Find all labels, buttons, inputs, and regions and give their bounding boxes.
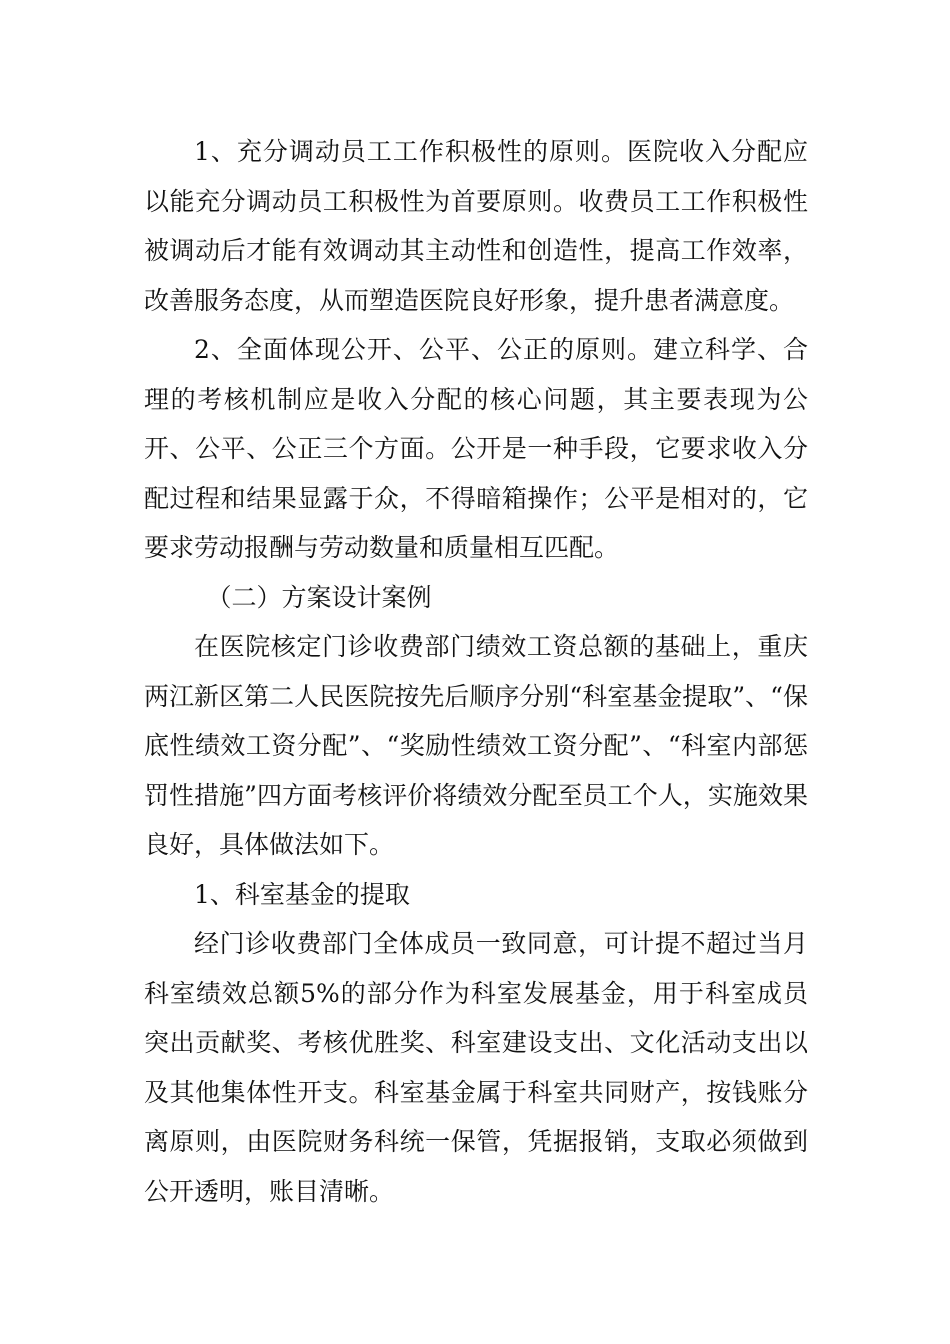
paragraph-fund-extraction: 经门诊收费部门全体成员一致同意，可计提不超过当月科室绩效总额5%的部分作为科室发展基金，用于科室成员突出贡献奖、考核优胜奖、科室建设支出、文化活动支出以及其他集体性开支。科室基金属于科室共同财产，按钱账分离原则，由医院财务科统一保管，凭据报销，支取必须做到公开透明，账目清晰。 (144, 929, 808, 1206)
section-heading-case-design: （二）方案设计案例 (206, 582, 432, 612)
subheading-fund-extraction: 1、科室基金的提取 (194, 879, 410, 909)
document-body (144, 127, 808, 1216)
paragraph-principle-1: 1、充分调动员工工作积极性的原则。医院收入分配应以能充分调动员工积极性为首要原则。收费员工工作积极性被调动后才能有效调动其主动性和创造性，提高工作效率，改善服务态度，从而塑造医院良好形象，提升患者满意度。 (144, 137, 808, 315)
paragraph-principle-2: 2、全面体现公开、公平、公正的原则。建立科学、合理的考核机制应是收入分配的核心问题，其主要表现为公开、公平、公正三个方面。公开是一种手段，它要求收入分配过程和结果显露于众，不得暗箱操作；公平是相对的，它要求劳动报酬与劳动数量和质量相互匹配。 (144, 335, 808, 562)
paragraph-case-intro: 在医院核定门诊收费部门绩效工资总额的基础上，重庆两江新区第二人民医院按先后顺序分别“科室基金提取”、“保底性绩效工资分配”、“奖励性绩效工资分配”、“科室内部惩罚性措施”四方面考核评价将绩效分配至员工个人，实施效果良好，具体做法如下。 (144, 632, 808, 859)
